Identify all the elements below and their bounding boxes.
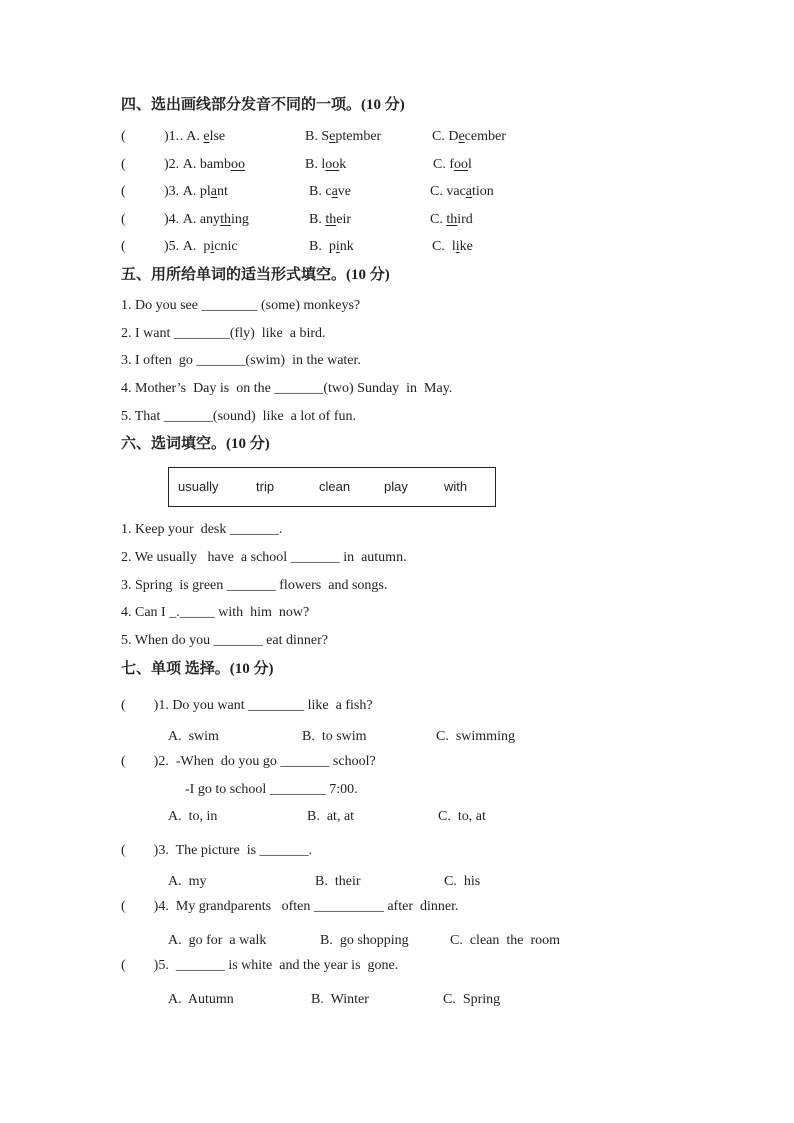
list-item: 2. I want ________(fly) like a bird. bbox=[121, 326, 326, 341]
option-b: B. pink bbox=[309, 239, 354, 254]
option-a: A. go for a walk bbox=[168, 933, 267, 948]
answer-paren: ( bbox=[121, 239, 126, 254]
option-c: C. his bbox=[444, 874, 481, 889]
option-a: A. my bbox=[168, 874, 207, 889]
option-b: B. to swim bbox=[302, 729, 367, 744]
section-5-heading: 五、用所给单词的适当形式填空。(10 分) bbox=[121, 267, 390, 283]
list-item: 1. Do you see ________ (some) monkeys? bbox=[121, 298, 361, 313]
list-item: 3. Spring is green _______ flowers and songs. bbox=[121, 578, 388, 593]
section-7-heading: 七、单项 选择。(10 分) bbox=[121, 661, 274, 677]
option-c: C. fool bbox=[433, 157, 472, 172]
answer-paren: ( bbox=[121, 212, 126, 227]
option-b: B. their bbox=[309, 212, 351, 227]
list-item: 5. When do you _______ eat dinner? bbox=[121, 633, 328, 648]
option-a: A. anything bbox=[180, 212, 249, 227]
option-c: C. vacation bbox=[430, 184, 494, 199]
option-b: B. their bbox=[315, 874, 361, 889]
item-number: )2. bbox=[164, 157, 180, 172]
option-c: C. to, at bbox=[438, 809, 486, 824]
option-a: A. swim bbox=[168, 729, 219, 744]
option-a: . A. else bbox=[180, 129, 226, 144]
option-c: C. like bbox=[432, 239, 473, 254]
option-b: B. cave bbox=[309, 184, 351, 199]
question-stem: ( )3. The picture is _______. bbox=[121, 843, 313, 858]
question-stem: ( )1. Do you want ________ like a fish? bbox=[121, 698, 373, 713]
item-number: )3. bbox=[164, 184, 180, 199]
list-item: 4. Mother’s Day is on the _______(two) Sunday in May. bbox=[121, 381, 453, 396]
option-c: C. December bbox=[432, 129, 506, 144]
option-c: C. swimming bbox=[436, 729, 515, 744]
item-number: )5. bbox=[164, 239, 180, 254]
option-c: C. third bbox=[430, 212, 473, 227]
word-bank-word: trip bbox=[256, 479, 275, 494]
option-b: B. September bbox=[305, 129, 382, 144]
option-b: B. go shopping bbox=[320, 933, 409, 948]
answer-paren: ( bbox=[121, 157, 126, 172]
section-6-heading: 六、选词填空。(10 分) bbox=[121, 436, 270, 452]
list-item: 2. We usually have a school _______ in autumn. bbox=[121, 550, 407, 565]
question-stem: ( )5. _______ is white and the year is gone. bbox=[121, 958, 399, 973]
list-item: 4. Can I _._____ with him now? bbox=[121, 605, 310, 620]
option-a: A. picnic bbox=[180, 239, 238, 254]
option-c: C. Spring bbox=[443, 992, 501, 1007]
question-stem: ( )4. My grandparents often __________ after dinner. bbox=[121, 899, 459, 914]
list-item: 3. I often go _______(swim) in the water. bbox=[121, 353, 361, 368]
option-a: A. bamboo bbox=[180, 157, 245, 172]
word-bank-word: with bbox=[444, 479, 468, 494]
answer-paren: ( bbox=[121, 129, 126, 144]
word-bank-word: usually bbox=[178, 479, 219, 494]
item-number: )4. bbox=[164, 212, 180, 227]
word-bank-word: play bbox=[384, 479, 408, 494]
option-a: A. Autumn bbox=[168, 992, 234, 1007]
question-stem: ( )2. -When do you go _______ school? bbox=[121, 754, 376, 769]
word-bank-box bbox=[168, 467, 496, 507]
option-b: B. look bbox=[305, 157, 347, 172]
question-stem-answer: -I go to school ________ 7:00. bbox=[185, 782, 358, 797]
item-number: )1. bbox=[164, 129, 180, 144]
list-item: 1. Keep your desk _______. bbox=[121, 522, 283, 537]
option-b: B. at, at bbox=[307, 809, 355, 824]
option-a: A. plant bbox=[180, 184, 228, 199]
answer-paren: ( bbox=[121, 184, 126, 199]
word-bank-word: clean bbox=[319, 479, 351, 494]
option-b: B. Winter bbox=[311, 992, 369, 1007]
section-4-heading: 四、选出画线部分发音不同的一项。(10 分) bbox=[121, 97, 405, 113]
option-c: C. clean the room bbox=[450, 933, 561, 948]
option-a: A. to, in bbox=[168, 809, 218, 824]
list-item: 5. That _______(sound) like a lot of fun. bbox=[121, 409, 356, 424]
